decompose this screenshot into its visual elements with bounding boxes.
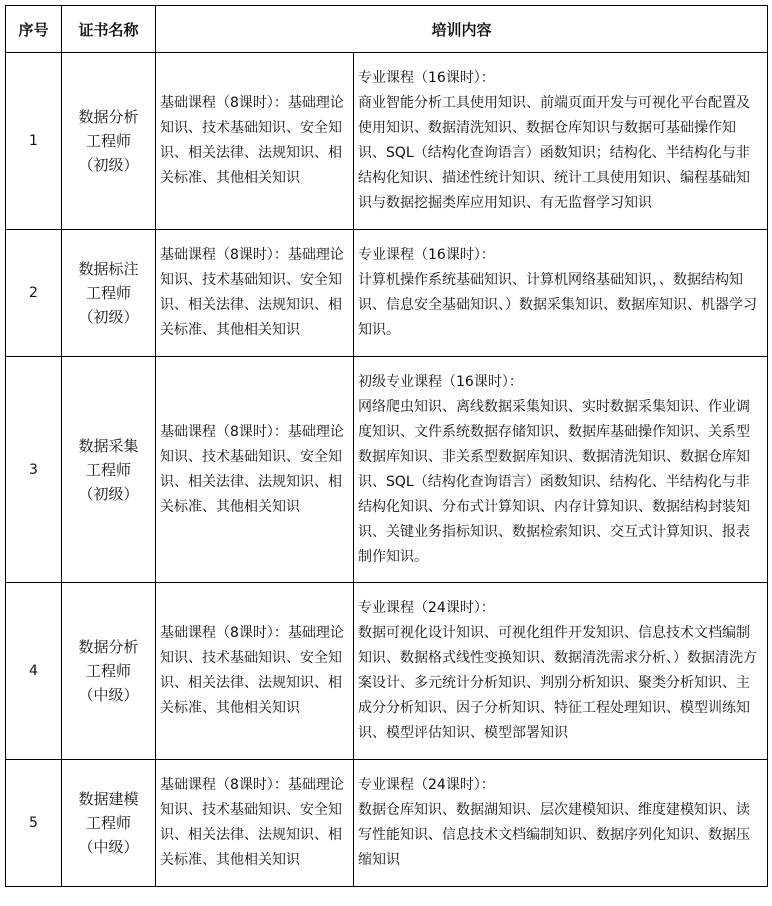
header-no: 序号 (6, 6, 62, 53)
basic-course: 基础课程（8课时）：基础理论知识、技术基础知识、安全知识、相关法律、法规知识、相关标准、其他相关知识 (156, 357, 354, 583)
cert-name-line: 工程师 (85, 662, 131, 680)
row-number: 3 (6, 357, 62, 583)
professional-course-body: 商业智能分析工具使用知识、前端页面开发与可视化平台配置及使用知识、数据清洗知识、数据仓库知识与数据可基础操作知识、SQL（结构化查询语言）函数知识；结构化、半结构化与非结构化知识、描述性统计知识、统计工具使用知识、编程基础知识与数据挖掘类库应用知识、有无监督学习知识 (358, 95, 750, 211)
basic-course: 基础课程（8课时）：基础理论知识、技术基础知识、安全知识、相关法律、法规知识、相关标准、其他相关知识 (156, 760, 354, 887)
table-row (6, 583, 768, 760)
professional-course (354, 357, 768, 583)
training-table (5, 5, 768, 887)
professional-course-body: 数据可视化设计知识、可视化组件开发知识、信息技术文档编制知识、数据格式线性变换知识、数据清洗需求分析、）数据清洗方案设计、多元统计分析知识、判别分析知识、聚类分析知识、主成分分析知识、因子分析知识、特征工程处理知识、模型训练知识、模型评估知识、模型部署知识 (358, 625, 757, 741)
cert-name-line: 数据建模 (78, 790, 139, 808)
cert-name-line: 工程师 (85, 814, 131, 832)
table-row (6, 357, 768, 583)
professional-course-title: 专业课程（16课时）： (358, 70, 495, 86)
basic-course: 基础课程（8课时）：基础理论知识、技术基础知识、安全知识、相关法律、法规知识、相关标准、其他相关知识 (156, 230, 354, 357)
cert-level: （初级） (78, 156, 139, 174)
table-row (6, 230, 768, 357)
cert-level: （初级） (78, 308, 139, 326)
cert-name-line: 工程师 (85, 284, 131, 302)
row-number: 1 (6, 53, 62, 230)
professional-course-title: 初级专业课程（16课时）： (358, 373, 523, 390)
cert-level: （中级） (78, 838, 139, 856)
cert-name-line: 工程师 (85, 460, 131, 479)
cert-name-line: 数据分析 (78, 108, 139, 126)
cert-name-line: 数据标注 (78, 260, 139, 278)
row-number: 4 (6, 583, 62, 760)
header-cert-name: 证书名称 (62, 6, 156, 53)
certificate-name (62, 53, 156, 230)
certificate-name (62, 583, 156, 760)
professional-course (354, 230, 768, 357)
cert-name-line: 数据采集 (78, 436, 139, 455)
basic-course: 基础课程（8课时）：基础理论知识、技术基础知识、安全知识、相关法律、法规知识、相关标准、其他相关知识 (156, 583, 354, 760)
row-number: 5 (6, 760, 62, 887)
table-row (6, 760, 768, 887)
header-training-content: 培训内容 (156, 6, 768, 53)
professional-course-title: 专业课程（24课时）： (358, 600, 495, 616)
table-row (6, 53, 768, 230)
certificate-name (62, 760, 156, 887)
cert-level: （初级） (78, 484, 139, 503)
row-number: 2 (6, 230, 62, 357)
cert-level: （中级） (78, 686, 139, 704)
basic-course: 基础课程（8课时）：基础理论知识、技术基础知识、安全知识、相关法律、法规知识、相关标准、其他相关知识 (156, 53, 354, 230)
professional-course-body: 计算机操作系统基础知识、计算机网络基础知识，、数据结构知识、信息安全基础知识、）数据采集知识、数据库知识、机器学习知识。 (358, 272, 757, 338)
professional-course-body: 数据仓库知识、数据湖知识、层次建模知识、维度建模知识、读写性能知识、信息技术文档编制知识、数据序列化知识、数据压缩知识 (358, 802, 750, 868)
professional-course (354, 53, 768, 230)
professional-course-body: 网络爬虫知识、离线数据采集知识、实时数据采集知识、作业调度知识、文件系统数据存储知识、数据库基础操作知识、关系型数据库知识、非关系型数据库知识、数据清洗知识、数据仓库知识、SQL（结构化查询语言）函数知识、结构化、半结构化与非结构化知识、分布式计算知识、内存计算知识、数据结构封装知识、关键业务指标知识、数据检索知识、交互式计算知识、报表制作知识。 (358, 398, 750, 565)
cert-name-line: 数据分析 (78, 638, 139, 656)
certificate-name (62, 357, 156, 583)
header-row (6, 6, 768, 53)
professional-course (354, 583, 768, 760)
cert-name-line: 工程师 (85, 132, 131, 150)
professional-course (354, 760, 768, 887)
professional-course-title: 专业课程（16课时）： (358, 247, 495, 263)
professional-course-title: 专业课程（24课时）： (358, 777, 495, 793)
certificate-name (62, 230, 156, 357)
